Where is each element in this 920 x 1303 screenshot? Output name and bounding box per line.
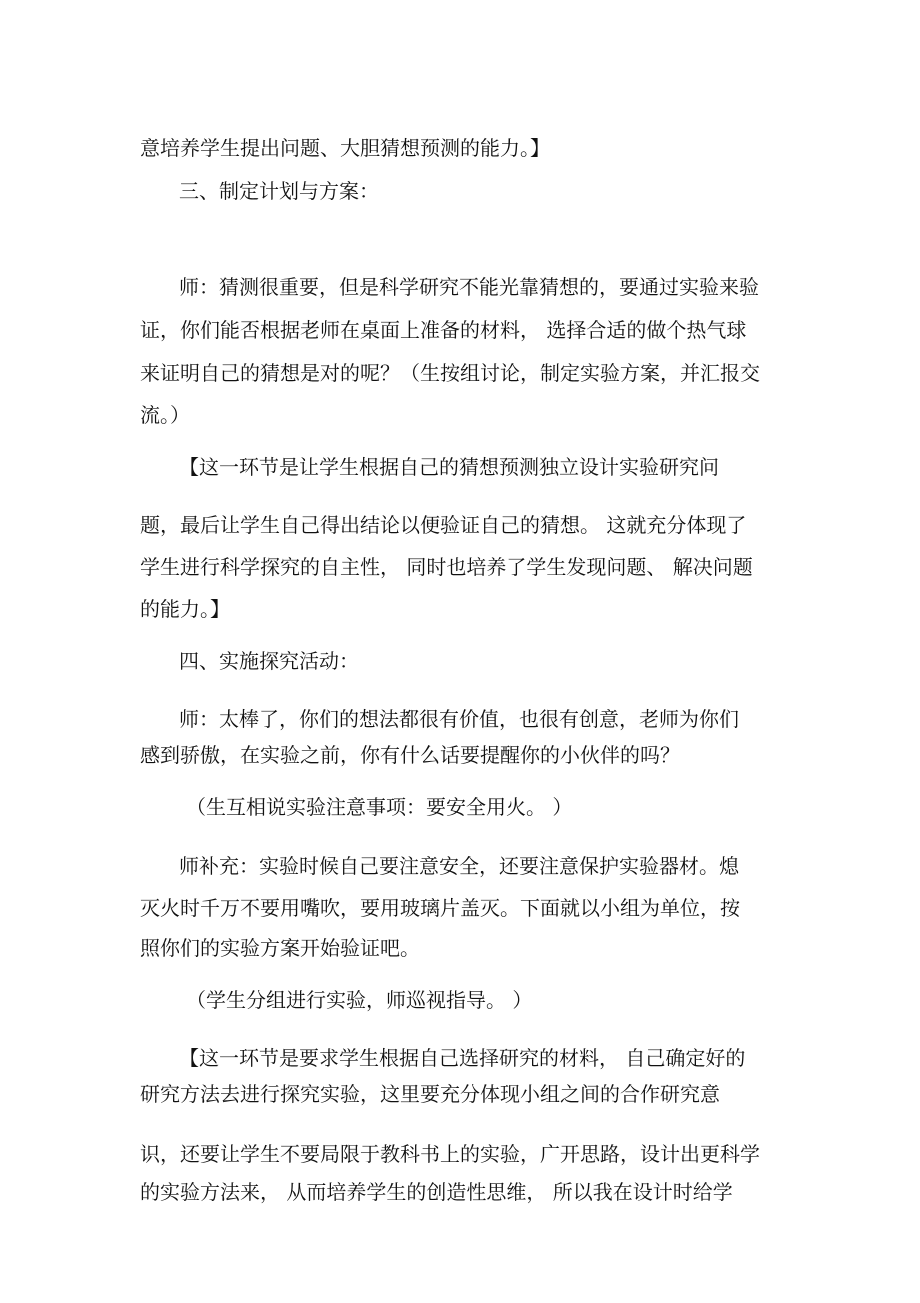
text-line: 的实验方法来， 从而培养学生的创造性思维， 所以我在设计时给学	[140, 1180, 733, 1204]
text-line: （生互相说实验注意事项：要安全用火。 ）	[186, 795, 573, 819]
text-line: 感到骄傲，在实验之前，你有什么话要提醒你的小伙伴的吗？	[140, 743, 680, 767]
text-line: 师补充：实验时候自己要注意安全，还要注意保护实验器材。熄	[179, 854, 739, 878]
text-line: 流。）	[140, 403, 190, 427]
section-heading: 三、制定计划与方案：	[179, 179, 379, 203]
text-line: 证，你们能否根据老师在桌面上准备的材料， 选择合适的做个热气球	[140, 318, 747, 342]
text-line: 【这一环节是要求学生根据自己选择研究的材料， 自己确定好的	[179, 1046, 746, 1070]
text-line: 识，还要让学生不要局限于教科书上的实验，广开思路，设计出更科学	[140, 1142, 760, 1166]
section-heading: 四、实施探究活动：	[179, 649, 359, 673]
text-line: 来证明自己的猜想是对的呢？（生按组讨论，制定实验方案，并汇报交	[140, 361, 760, 385]
text-line: 师：猜测很重要，但是科学研究不能光靠猜想的，要通过实验来验	[179, 275, 759, 299]
text-line: 灭火时千万不要用嘴吹，要用玻璃片盖灭。下面就以小组为单位，按	[140, 896, 740, 920]
text-line: 研究方法去进行探究实验，这里要充分体现小组之间的合作研究意	[140, 1082, 720, 1106]
text-line: 照你们的实验方案开始验证吧。	[140, 936, 420, 960]
text-line: 题，最后让学生自己得出结论以便验证自己的猜想。 这就充分体现了	[140, 513, 747, 537]
text-line: （学生分组进行实验，师巡视指导。 ）	[186, 988, 533, 1012]
text-line: 学生进行科学探究的自主性， 同时也培养了学生发现问题、 解决问题	[140, 555, 753, 579]
text-line: 【这一环节是让学生根据自己的猜想预测独立设计实验研究问	[179, 455, 719, 479]
text-line: 的能力。】	[140, 597, 230, 621]
text-line: 意培养学生提出问题、大胆猜想预测的能力。】	[140, 136, 550, 160]
text-line: 师：太棒了，你们的想法都很有价值，也很有创意，老师为你们	[179, 707, 739, 731]
